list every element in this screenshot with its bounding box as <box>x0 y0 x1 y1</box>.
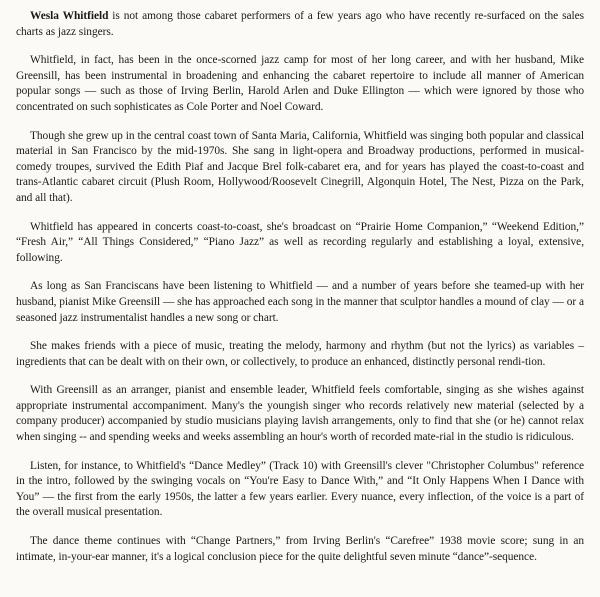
paragraph-intro-text: is not among those cabaret performers of a few years ago who have recently re-surfaced on the sales charts as jazz singers. <box>16 10 584 38</box>
paragraph-music-friends: She makes friends with a piece of music, treating the melody, harmony and rhythm (but not the lyrics) as variables –ingredients that can be dealt with on their own, or collectively, to produce an enhanced, distinctly personal rendi-tion. <box>16 340 584 368</box>
paragraph-dance-medley: Listen, for instance, to Whitfield's “Dance Medley” (Track 10) with Greensill's clever "Christopher Columbus" reference in the intro, followed by the swinging vocals on “You're Easy to Dance With,” and “It Only Happens When I Dance with You” — the first from the early 1950s, the latter a few years earlier. Every nuance, every inflection, of the voice is a part of the overall musical presentation. <box>16 459 584 519</box>
paragraph-dance-theme: The dance theme continues with “Change Partners,” from Irving Berlin's “Carefree” 1938 movie score; sung in an intimate, in-your-ear manner, it's a logical conclusion piece for the quite delightful seven minute “dance”-sequence. <box>16 535 584 563</box>
paragraph-background: Though she grew up in the central coast town of Santa Maria, California, Whitfield was singing both popular and classical material in San Francisco by the mid-1970s. She sang in light-opera and Broadway productions, performed in musical-comedy troupes, survived the Edith Piaf and Jacque Brel folk-cabaret era, and for years has played the coast-to-coast and trans-Atlantic cabaret circuit (Plush Room, Hollywood/Roosevelt Cinegrill, Algonquin Hotel, The Nest, Pizza on the Park, and all that). <box>16 129 584 204</box>
paragraph-broadcasts: Whitfield has appeared in concerts coast-to-coast, she's broadcast on “Prairie Home Companion,” “Weekend Edition,” “Fresh Air,” “All Things Considered,” “Piano Jazz” as well as recording regularly and establishing a loyal, extensive, following. <box>16 220 584 264</box>
paragraph-approach: As long as San Franciscans have been listening to Whitfield — and a number of years before she teamed-up with her husband, pianist Mike Greensill — she has approached each song in the manner that sculptor handles a mound of clay — or a seasoned jazz instrumentalist handles a new song or chart. <box>16 280 584 324</box>
paragraph-intro <box>16 9 584 40</box>
paragraph-jazz-camp: Whitfield, in fact, has been in the once-scorned jazz camp for most of her long career, and with her husband, Mike Greensill, has been instrumental in broadening and enhancing the cabaret repertoire to include all manner of American popular songs — such as those of Irving Berlin, Harold Arlen and Duke Ellington — which were ignored by those who concentrated on such sophisticates as Cole Porter and Noel Coward. <box>16 54 584 113</box>
artist-name: Wesla Whitfield <box>30 10 109 22</box>
paragraph-greensill: With Greensill as an arranger, pianist and ensemble leader, Whitfield feels comfortable, singing as she wishes against appropriate instrumental accompaniment. Many's the youngish singer who records relatively new material (selected by a company producer) accompanied by studio musicians playing lavish arrangements, only to find that she (or he) cannot relax when singing -- and spending weeks and weeks assembling an hour's worth of recorded mate-rial in the studio is ridiculous. <box>16 384 584 444</box>
